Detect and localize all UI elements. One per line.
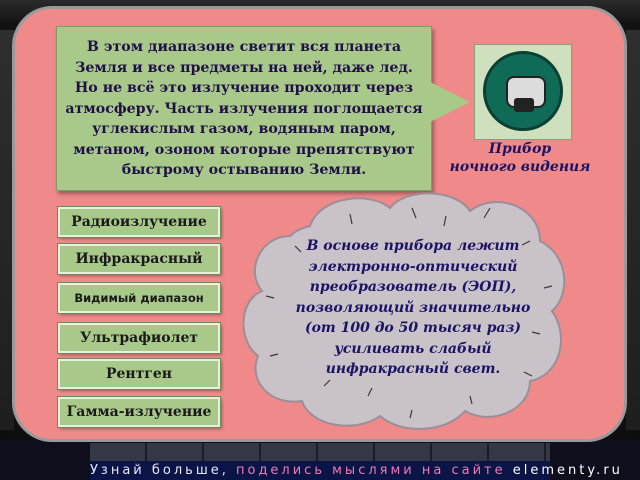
footer-middle: поделись мыслями на сайте [235, 463, 513, 478]
device-caption [440, 140, 600, 176]
background-right-strip [626, 30, 640, 430]
info-callout [56, 26, 432, 191]
infrared-button[interactable]: Инфракрасный [58, 244, 220, 274]
info-callout-tail [430, 82, 470, 122]
cloud-text: В основе прибора лежит электронно-оптический преобразователь (ЭОП), позволяющий значительно (от 100 до 50 тысяч раз) усиливать слабый инфракрасный свет. [295, 238, 531, 377]
gamma-button[interactable]: Гамма-излучение [58, 397, 220, 427]
device-caption-line1: Прибор [488, 141, 552, 157]
ultraviolet-button[interactable]: Ультрафиолет [58, 323, 220, 353]
footer-banner[interactable] [90, 461, 623, 480]
device-image [474, 44, 572, 140]
night-vision-device-icon [483, 51, 563, 131]
footer-prefix: Узнай больше, [90, 463, 236, 478]
info-callout-text: В этом диапазоне светит вся планета Земля и все предметы на ней, даже лед. Но не всё это излучение проходит через атмосферу. Часть излучения поглощается углекислым газом, водяным паром, метаном, озоном которые препятствуют быстрому остыванию Земли. [65, 39, 423, 178]
visible-button[interactable]: Видимый диапазон [58, 283, 220, 313]
radio-button[interactable]: Радиоизлучение [58, 207, 220, 237]
device-lens [514, 98, 534, 112]
xray-button[interactable]: Рентген [58, 359, 220, 389]
footer-site[interactable]: elementy.ru [512, 463, 623, 478]
footer-thumbnails [90, 443, 550, 461]
device-caption-line2: ночного видения [449, 159, 591, 175]
